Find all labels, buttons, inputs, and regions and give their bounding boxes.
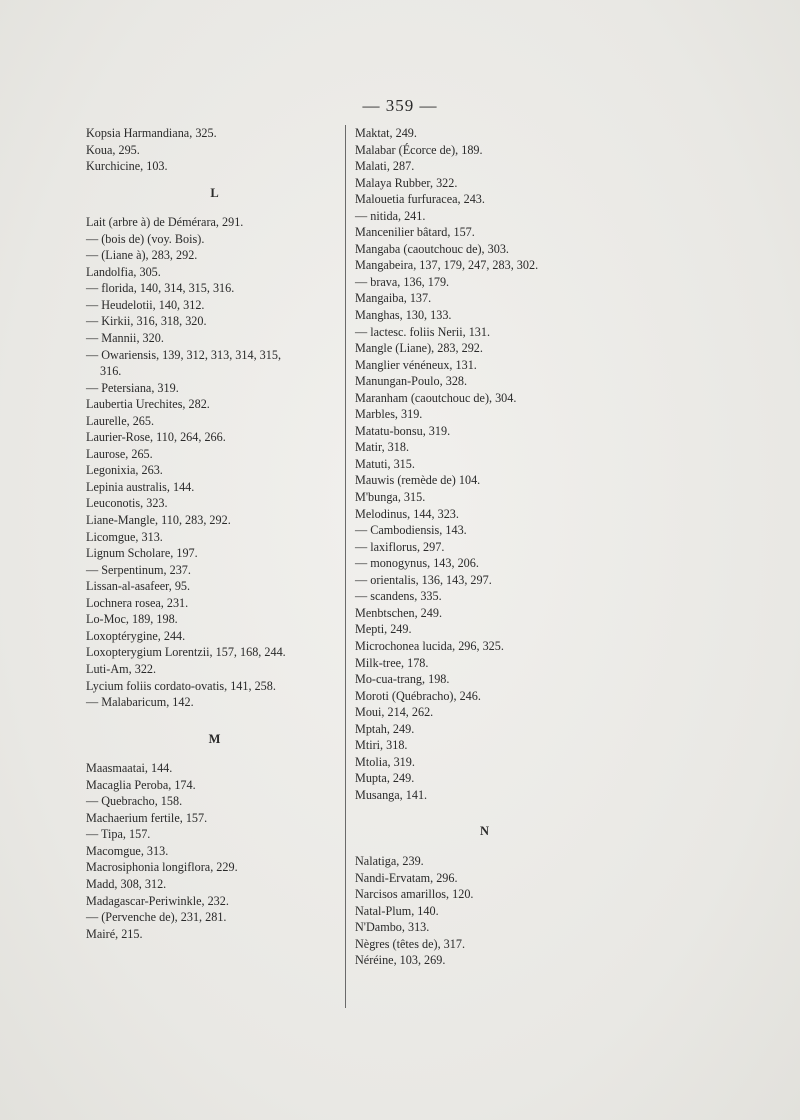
index-entry: — Malabaricum, 142. [86,695,194,710]
index-entry: M'bunga, 315. [355,490,426,505]
index-entry: Mangaba (caoutchouc de), 303. [355,241,509,256]
index-entry: Laurose, 265. [86,446,153,461]
index-entry: Maranham (caoutchouc de), 304. [355,390,517,405]
page-number: — 359 — [362,96,438,115]
index-entry: Lissan-al-asafeer, 95. [86,579,191,594]
right-column [355,125,615,969]
index-entry: Machaerium fertile, 157. [86,810,208,825]
index-entry: — scandens, 335. [355,589,442,604]
index-entry: Mancenilier bâtard, 157. [355,225,475,240]
index-entry: Milk-tree, 178. [355,655,429,670]
index-entry: Mangabeira, 137, 179, 247, 283, 302. [355,258,539,273]
index-entry: Maasmaatai, 144. [86,761,173,776]
index-entry: Nalatiga, 239. [355,853,424,868]
index-entry: — laxiflorus, 297. [355,539,445,554]
index-entry: Luti-Am, 322. [86,661,157,676]
section-heading-l: L [210,185,220,200]
index-entry: Mupta, 249. [355,771,415,786]
column-divider [345,125,346,1008]
index-entry: Matatu-bonsu, 319. [355,423,451,438]
index-entry: Lignum Scholare, 197. [86,546,198,561]
index-entry: Melodinus, 144, 323. [355,506,459,521]
index-entry: Néréine, 103, 269. [355,953,446,968]
index-entry: Manglier vénéneux, 131. [355,357,477,372]
index-entry: — Mannii, 320. [86,331,164,346]
index-entry: Mepti, 249. [355,622,412,637]
k-entries [86,125,344,175]
index-entry: Kurchicine, 103. [86,159,168,174]
index-entry: Lait (arbre à) de Démérara, 291. [86,215,244,230]
index-entry: Lo-Moc, 189, 198. [86,612,178,627]
index-entry: Malabar (Écorce de), 189. [355,142,483,157]
index-entry: Mtolia, 319. [355,754,415,769]
index-entry: — Kirkii, 316, 318, 320. [86,314,207,329]
index-entry: Mauwis (remède de) 104. [355,473,481,488]
left-column [86,125,344,942]
index-entry: Mairé, 215. [86,926,143,941]
index-entry: Lochnera rosea, 231. [86,595,189,610]
index-entry: Loxoptérygine, 244. [86,628,186,643]
index-entry: — Quebracho, 158. [86,794,183,809]
index-entry: — (Pervenche de), 231, 281. [86,910,227,925]
index-entry: Legonixia, 263. [86,463,163,478]
index-entry: Koua, 295. [86,142,140,157]
index-entry: — Tipa, 157. [86,827,151,842]
m-entries-right [355,125,615,803]
index-entry: Mo-cua-trang, 198. [355,672,450,687]
l-entries [86,214,344,710]
index-entry: Mptah, 249. [355,721,415,736]
index-entry: Musanga, 141. [355,787,428,802]
index-entry: Natal-Plum, 140. [355,903,439,918]
index-entry: Nandi-Ervatam, 296. [355,870,458,885]
index-entry: Manungan-Poulo, 328. [355,374,468,389]
index-entry: Macaglia Peroba, 174. [86,777,196,792]
index-entry: Liane-Mangle, 110, 283, 292. [86,513,231,528]
index-entry: — Heudelotii, 140, 312. [86,297,205,312]
index-entry: Moui, 214, 262. [355,705,434,720]
index-entry: Manghas, 130, 133. [355,308,452,323]
index-entry: — Owariensis, 139, 312, 313, 314, 315, [86,347,281,362]
index-entry: — Cambodiensis, 143. [355,523,467,538]
index-entry: Microchonea lucida, 296, 325. [355,638,504,653]
index-entry: — nitida, 241. [355,208,426,223]
index-entry: — Serpentinum, 237. [86,562,191,577]
index-entry: Menbtschen, 249. [355,605,442,620]
index-entry: Loxopterygium Lorentzii, 157, 168, 244. [86,645,286,660]
index-entry: — monogynus, 143, 206. [355,556,479,571]
index-entry: Matuti, 315. [355,456,415,471]
index-entry: Laurelle, 265. [86,413,155,428]
index-entry: Laubertia Urechites, 282. [86,397,210,412]
index-entry: Maktat, 249. [355,126,417,140]
index-entry: — florida, 140, 314, 315, 316. [86,281,235,296]
index-entry: Matir, 318. [355,440,410,455]
index-entry: Madd, 308, 312. [86,876,167,891]
index-entry: Mangle (Liane), 283, 292. [355,341,483,356]
index-entry: — (Liane à), 283, 292. [86,248,198,263]
index-entry: — orientalis, 136, 143, 297. [355,572,492,587]
n-entries [355,853,615,969]
index-entry: Malaya Rubber, 322. [355,175,458,190]
index-entry: Madagascar-Periwinkle, 232. [86,893,229,908]
section-heading-n: N [479,824,491,839]
m-entries-left [86,760,344,942]
index-entry: — Petersiana, 319. [86,380,179,395]
index-entry: — (bois de) (voy. Bois). [86,231,205,246]
index-entry: N'Dambo, 313. [355,920,430,935]
index-entry: Lycium foliis cordato-ovatis, 141, 258. [86,678,276,693]
index-entry: Malati, 287. [355,159,415,174]
index-entry: Marbles, 319. [355,407,423,422]
index-entry: Nègres (têtes de), 317. [355,936,465,951]
index-entry: Moroti (Québracho), 246. [355,688,481,703]
section-heading-m: M [208,731,222,746]
index-entry: Mangaiba, 137. [355,291,432,306]
index-entry: Kopsia Harmandiana, 325. [86,126,217,140]
index-entry: Licomgue, 313. [86,529,163,544]
index-entry: 316. [100,364,122,379]
index-entry: Malouetia furfuracea, 243. [355,192,485,207]
index-entry: Mtiri, 318. [355,738,408,753]
index-entry: — lactesc. foliis Nerii, 131. [355,324,491,339]
index-entry: Macomgue, 313. [86,843,169,858]
index-entry: Laurier-Rose, 110, 264, 266. [86,430,226,445]
index-entry: Narcisos amarillos, 120. [355,887,474,902]
index-entry: Lepinia australis, 144. [86,479,195,494]
index-entry: Leuconotis, 323. [86,496,168,511]
index-entry: Landolfia, 305. [86,264,161,279]
index-entry: — brava, 136, 179. [355,274,450,289]
index-entry: Macrosiphonia longiflora, 229. [86,860,238,875]
